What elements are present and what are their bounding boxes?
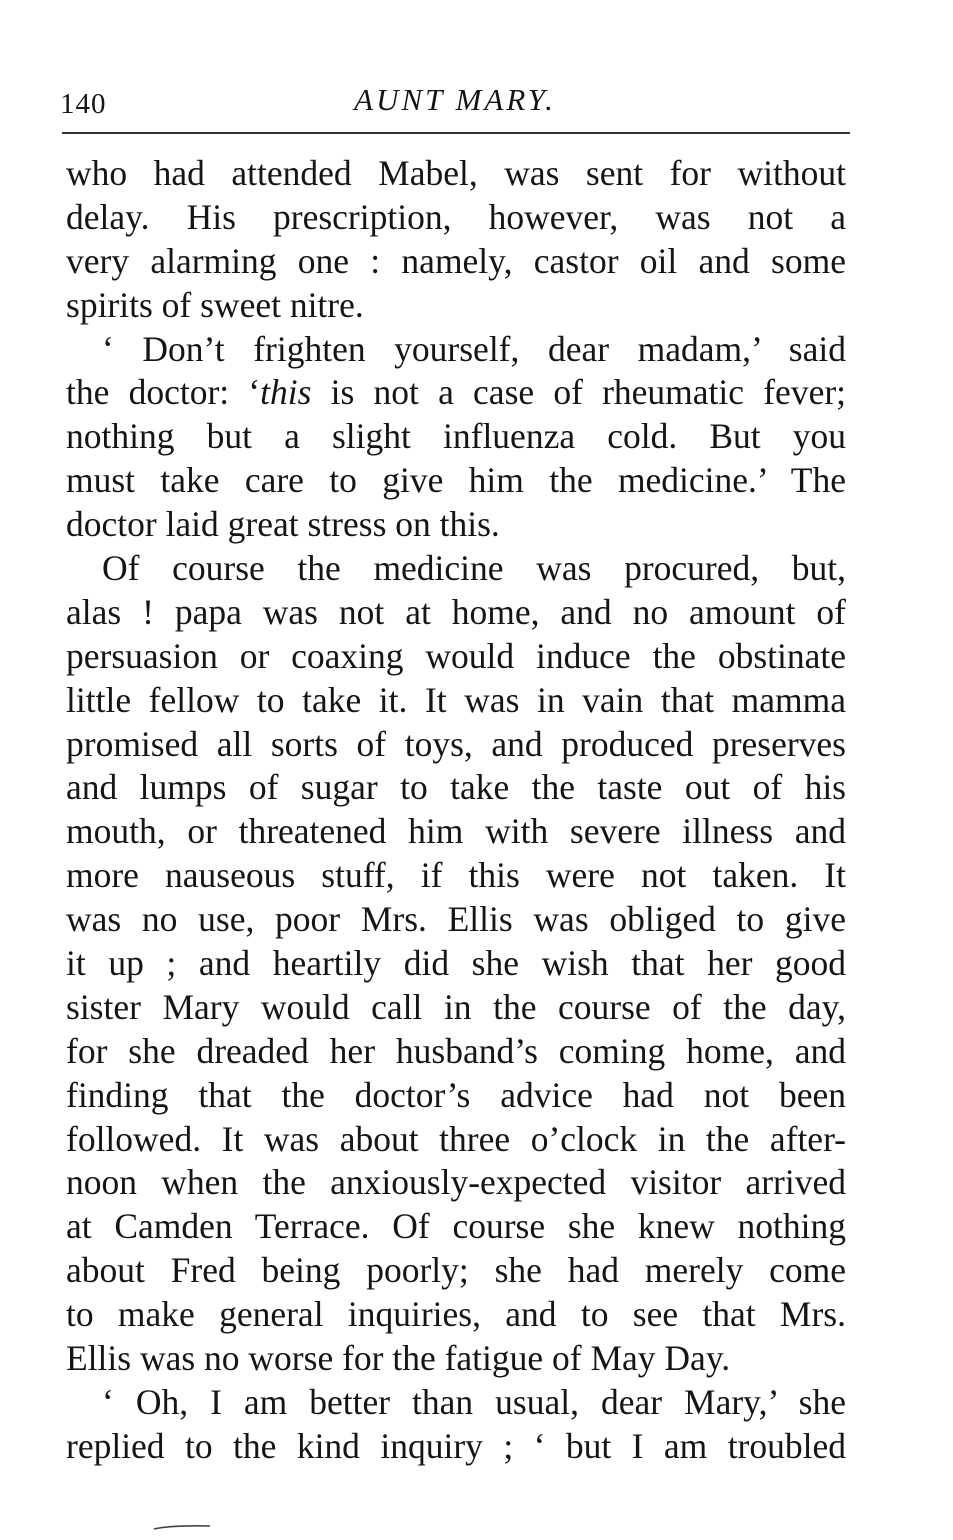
text-line: Of course the medicine was procured, but,: [102, 548, 846, 589]
text-line: was no use, poor Mrs. Ellis was obliged to give: [66, 899, 846, 940]
text-line: delay. His prescription, however, was not a: [66, 196, 846, 237]
text-line: who had attended Mabel, was sent for without: [66, 153, 846, 193]
text-line: persuasion or coaxing would induce the obstinate: [66, 635, 846, 676]
text-line: [66, 371, 846, 415]
text-line: and lumps of sugar to take the taste out of his: [66, 767, 846, 808]
text-line: followed. It was about three o’clock in the after-: [66, 1118, 846, 1159]
text-line: doctor laid great stress on this.: [66, 504, 500, 545]
text-line: very alarming one : namely, castor oil and some: [66, 240, 846, 281]
text-line: for she dreaded her husband’s coming home, and: [66, 1030, 846, 1071]
text-line: nothing but a slight influenza cold. But you: [66, 416, 846, 457]
paragraph: [66, 328, 846, 547]
text-line: about Fred being poorly; she had merely come: [66, 1250, 846, 1291]
running-head: [60, 82, 850, 122]
text-line: spirits of sweet nitre.: [66, 284, 364, 325]
paragraph: [66, 1381, 846, 1469]
text-run: is not a case of rheumatic fever;: [311, 372, 847, 413]
text-line: it up ; and heartily did she wish that her good: [66, 943, 846, 984]
text-line: to make general inquiries, and to see that Mrs.: [66, 1294, 846, 1335]
body-text: [66, 152, 846, 1469]
page-number: 140: [60, 88, 107, 120]
text-line: must take care to give him the medicine.’ The: [66, 460, 846, 501]
text-line: promised all sorts of toys, and produced preserves: [66, 723, 846, 764]
emphasis-word: this: [260, 372, 312, 413]
stray-ink-mark: [152, 1524, 212, 1530]
text-line: Ellis was no worse for the fatigue of May Day.: [66, 1338, 731, 1379]
text-line: little fellow to take it. It was in vain that mamma: [66, 679, 846, 720]
text-line: finding that the doctor’s advice had not been: [66, 1074, 846, 1115]
text-line: ‘ Oh, I am better than usual, dear Mary,’ she: [102, 1381, 846, 1422]
running-title: AUNT MARY.: [354, 82, 556, 117]
text-line: noon when the anxiously-expected visitor arrived: [66, 1162, 846, 1203]
text-line: replied to the kind inquiry ; ‘ but I am troubled: [66, 1425, 846, 1466]
header-rule: [62, 132, 850, 134]
text-line: more nauseous stuff, if this were not taken. It: [66, 855, 846, 896]
text-line: sister Mary would call in the course of the day,: [66, 986, 846, 1027]
text-line: mouth, or threatened him with severe illness and: [66, 811, 846, 852]
text-run: the doctor: ‘: [66, 372, 261, 413]
text-line: at Camden Terrace. Of course she knew nothing: [66, 1206, 846, 1247]
paragraph: [66, 547, 846, 1381]
paragraph: [66, 152, 846, 328]
text-line: alas ! papa was not at home, and no amount of: [66, 591, 846, 632]
text-line: ‘ Don’t frighten yourself, dear madam,’ said: [102, 328, 846, 369]
